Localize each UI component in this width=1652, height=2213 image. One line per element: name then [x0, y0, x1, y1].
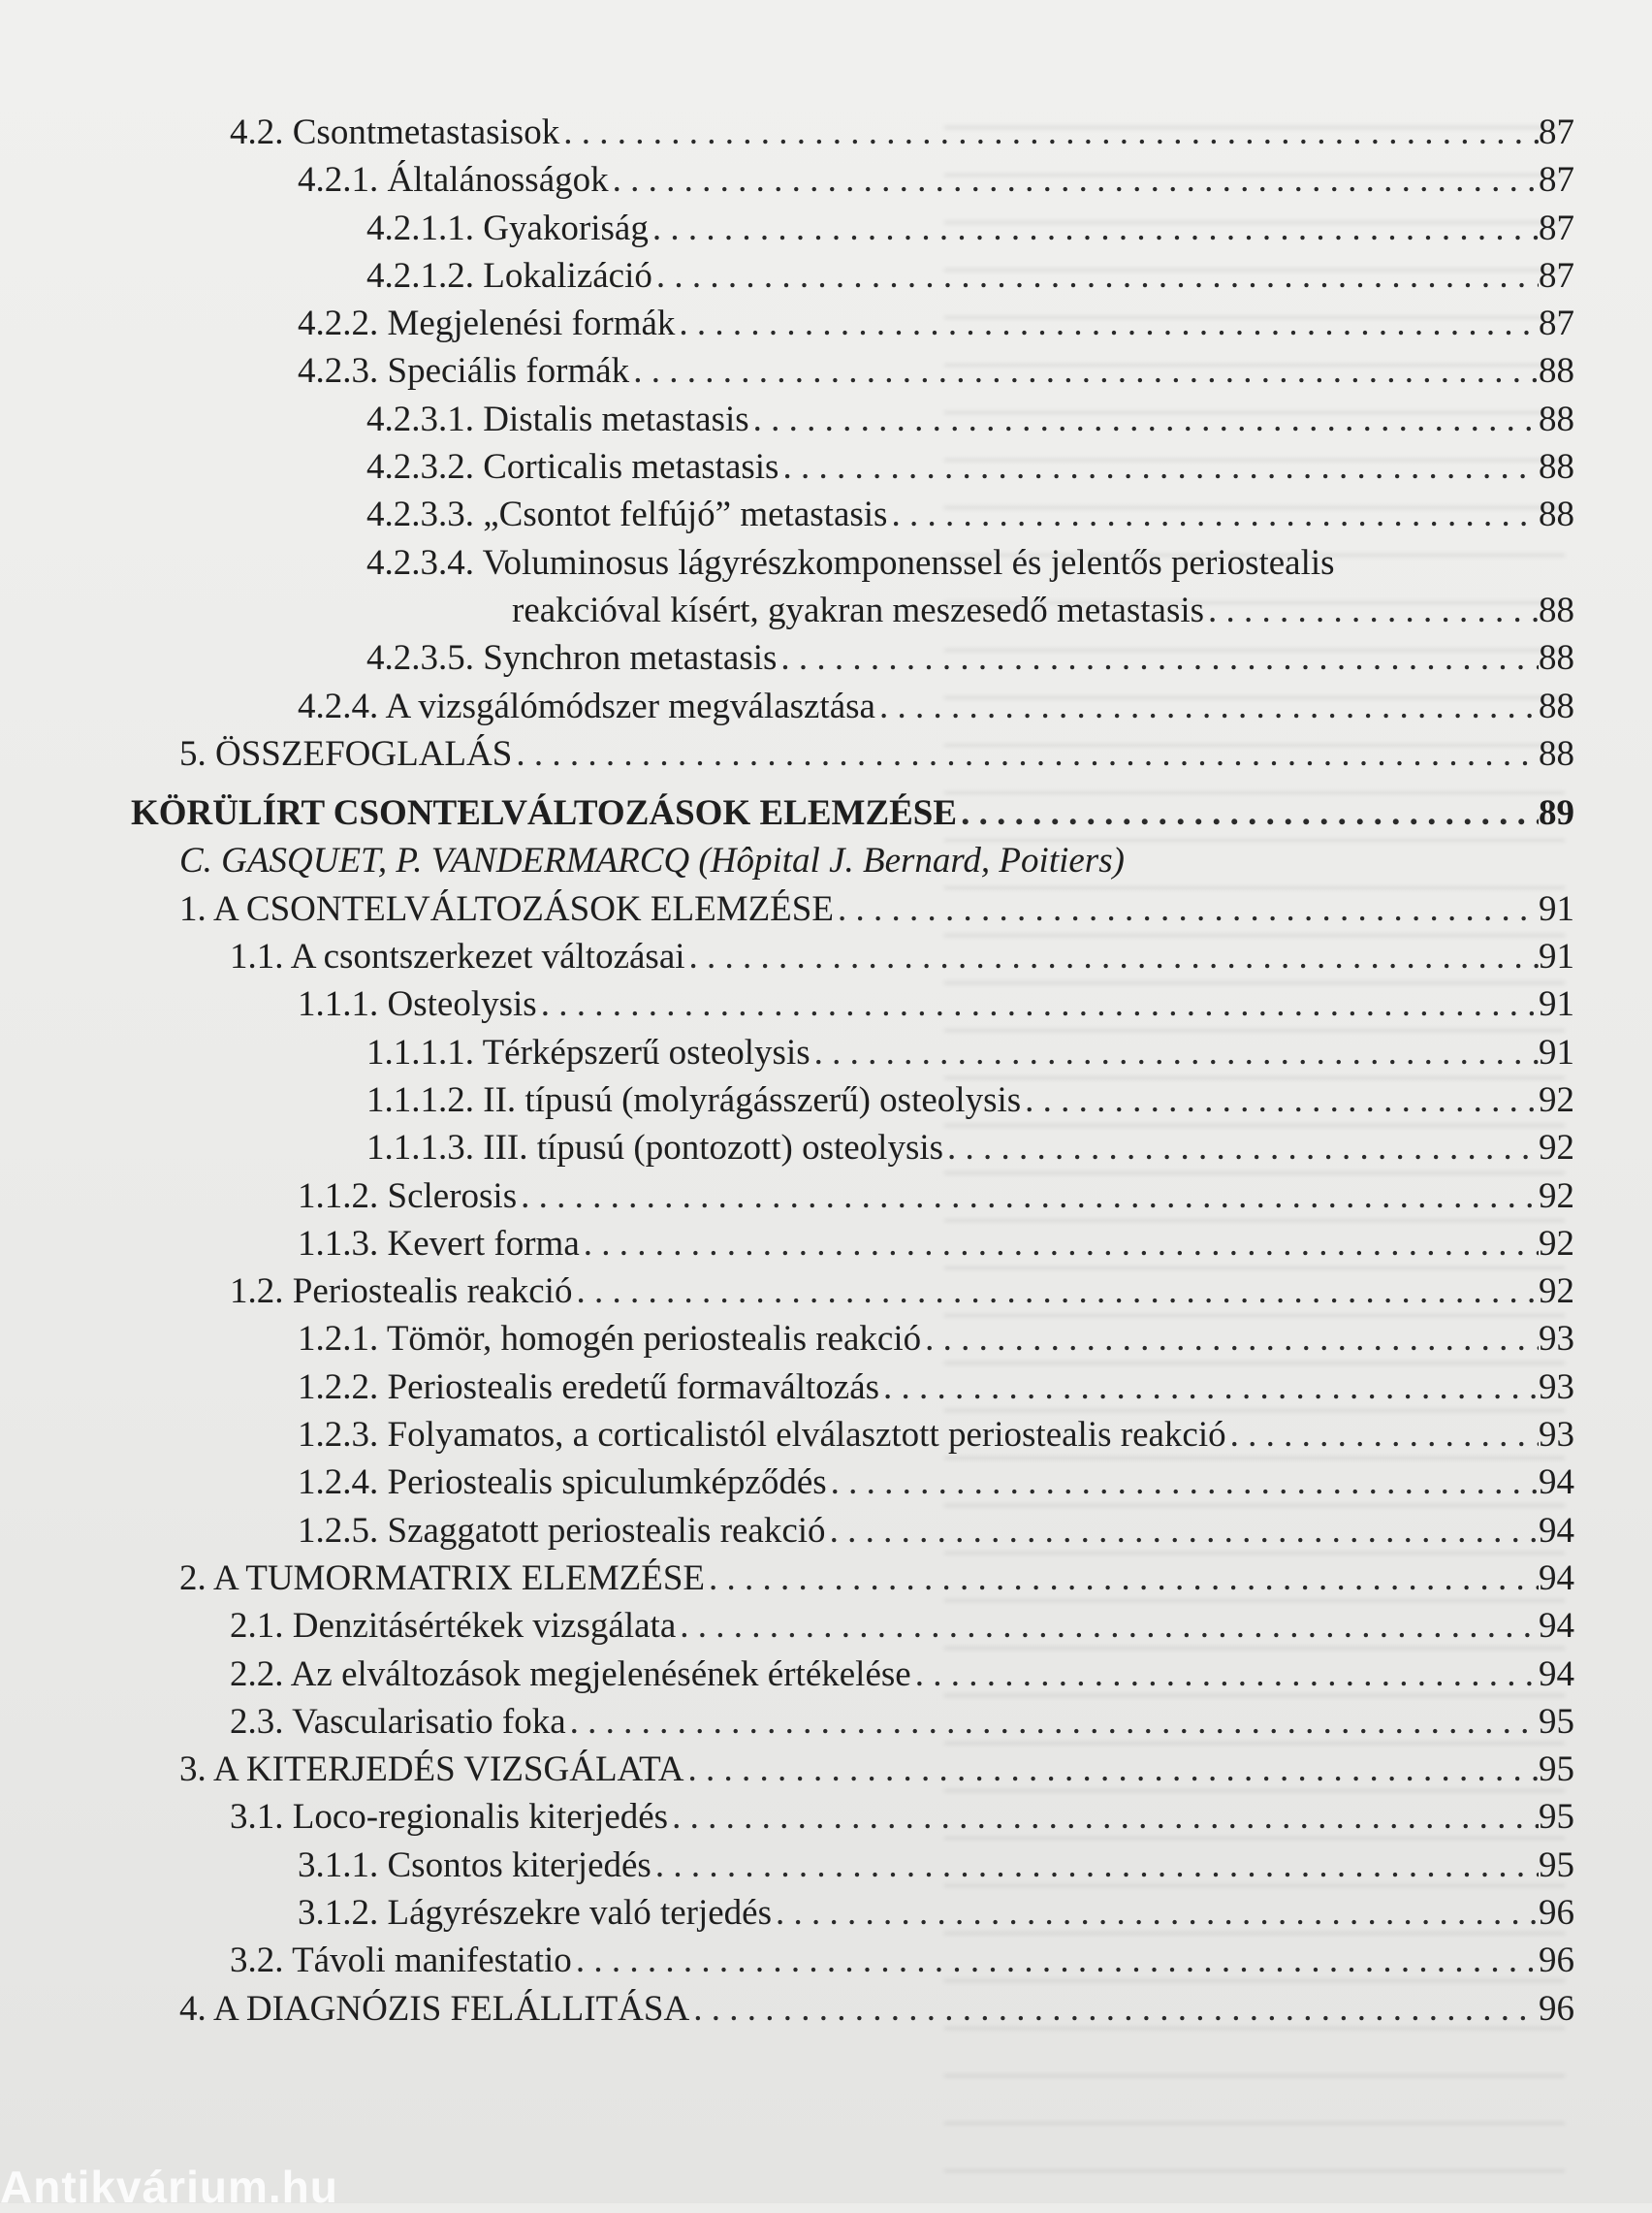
toc-entry — [0, 1076, 1652, 1124]
toc-entry — [0, 347, 1652, 395]
dot-leader — [572, 1267, 1539, 1315]
chapter-page-number: 89 — [1539, 793, 1574, 834]
toc-entry — [0, 1459, 1652, 1506]
dot-leader — [517, 1172, 1539, 1220]
toc-entry — [0, 1602, 1652, 1650]
toc-entry-title: 1.2.5. Szaggatott periostealis reakció — [298, 1510, 826, 1551]
toc-entry — [0, 1937, 1652, 1984]
toc-entry-page: 91 — [1539, 1032, 1574, 1073]
toc-entry-page: 88 — [1539, 686, 1574, 726]
dot-leader — [778, 443, 1539, 491]
dot-leader — [652, 252, 1539, 300]
toc-entry-page: 88 — [1539, 590, 1574, 630]
dot-leader — [537, 980, 1539, 1028]
toc-entry-title: 2.1. Denzitásértékek vizsgálata — [230, 1606, 677, 1647]
dot-leader — [705, 1555, 1539, 1602]
toc-entry-page: 93 — [1539, 1366, 1574, 1407]
dot-leader — [512, 730, 1539, 778]
toc-entry-page: 92 — [1539, 1223, 1574, 1264]
toc-entry-page: 91 — [1539, 984, 1574, 1025]
toc-entry-page: 91 — [1539, 937, 1574, 978]
dot-leader — [580, 1220, 1539, 1267]
dot-leader — [684, 1746, 1539, 1793]
toc-entry — [0, 252, 1652, 300]
table-of-contents — [0, 109, 1652, 2033]
toc-entry-title: 3.1. Loco-regionalis kiterjedés — [230, 1797, 669, 1838]
dot-leader — [921, 1315, 1539, 1363]
toc-entry — [0, 1985, 1652, 2033]
toc-entry-title: 4.2.1. Általánosságok — [298, 160, 609, 201]
dot-leader — [668, 1793, 1539, 1841]
dot-leader — [879, 1363, 1539, 1411]
toc-entry — [0, 1842, 1652, 1889]
toc-entry-page: 94 — [1539, 1510, 1574, 1551]
dot-leader — [676, 1602, 1539, 1650]
chapter-authors-row — [0, 837, 1652, 884]
chapter-heading-row — [0, 789, 1652, 837]
toc-entry-page: 94 — [1539, 1462, 1574, 1503]
toc-entry-title: 3. A KITERJEDÉS VIZSGÁLATA — [179, 1749, 684, 1790]
toc-entry-page: 88 — [1539, 638, 1574, 679]
toc-entry-title: 1.1.1.3. III. típusú (pontozott) osteolysis — [366, 1128, 944, 1169]
toc-entry — [0, 980, 1652, 1028]
toc-entry-title: 4.2. Csontmetastasisok — [230, 112, 560, 152]
toc-entry-title: 4.2.3.3. „Csontot felfújó” metastasis — [366, 495, 888, 535]
toc-entry — [0, 1029, 1652, 1076]
toc-entry — [0, 1746, 1652, 1793]
toc-entry-page: 93 — [1539, 1319, 1574, 1360]
toc-entry-page: 95 — [1539, 1844, 1574, 1885]
dot-leader — [629, 347, 1539, 395]
toc-section-part1 — [0, 109, 1652, 778]
toc-entry-title: 1.2.4. Periostealis spiculumképződés — [298, 1462, 827, 1503]
dot-leader — [649, 205, 1539, 252]
toc-entry-page: 92 — [1539, 1128, 1574, 1169]
dot-leader — [911, 1651, 1539, 1698]
dot-leader — [689, 1985, 1539, 2033]
toc-entry-page: 87 — [1539, 160, 1574, 201]
toc-entry — [0, 634, 1652, 682]
toc-entry-page: 96 — [1539, 1940, 1574, 1981]
toc-entry — [0, 491, 1652, 538]
toc-entry — [0, 443, 1652, 491]
dot-leader — [826, 1507, 1539, 1555]
toc-entry-title: 3.1.1. Csontos kiterjedés — [298, 1844, 651, 1885]
watermark: Antikvárium.hu — [0, 2162, 338, 2212]
dot-leader — [651, 1842, 1539, 1889]
dot-leader — [875, 683, 1539, 730]
toc-entry — [0, 730, 1652, 778]
dot-leader — [1021, 1076, 1539, 1124]
toc-entry-page: 92 — [1539, 1175, 1574, 1216]
dot-leader — [943, 1124, 1539, 1171]
toc-entry-title: 3.2. Távoli manifestatio — [230, 1940, 572, 1981]
toc-entry-title: 2.3. Vascularisatio foka — [230, 1701, 566, 1742]
toc-entry-page: 88 — [1539, 495, 1574, 535]
toc-section-part2 — [0, 885, 1652, 2033]
toc-entry-title: 4.2.1.1. Gyakoriság — [366, 208, 649, 248]
toc-entry-page: 94 — [1539, 1653, 1574, 1694]
toc-entry-title: 4.2.3. Speciális formák — [298, 351, 630, 392]
toc-entry-title: 1.1.1.2. II. típusú (molyrágásszerű) osteolysis — [366, 1079, 1022, 1120]
dot-leader — [810, 1029, 1539, 1076]
toc-entry-page: 96 — [1539, 1988, 1574, 2029]
dot-leader — [572, 1937, 1539, 1984]
toc-entry-title: 2. A TUMORMATRIX ELEMZÉSE — [179, 1557, 706, 1598]
dot-leader — [957, 789, 1539, 837]
toc-entry — [0, 156, 1652, 204]
toc-entry-page: 88 — [1539, 733, 1574, 774]
toc-entry-page: 88 — [1539, 399, 1574, 439]
toc-entry-title: 1.2.1. Tömör, homogén periostealis reakció — [298, 1319, 922, 1360]
toc-entry-title: 1.1.1.1. Térképszerű osteolysis — [366, 1032, 810, 1073]
toc-entry — [0, 587, 1652, 634]
dot-leader — [1204, 587, 1539, 634]
toc-entry — [0, 1889, 1652, 1937]
toc-entry — [0, 683, 1652, 730]
toc-entry — [0, 539, 1652, 587]
toc-entry-title: 1.2.2. Periostealis eredetű formaváltozás — [298, 1366, 880, 1407]
dot-leader — [675, 300, 1539, 347]
toc-entry-title: 1.1. A csontszerkezet változásai — [230, 937, 685, 978]
toc-entry — [0, 1411, 1652, 1459]
toc-entry-page: 88 — [1539, 447, 1574, 488]
dot-leader — [834, 885, 1539, 933]
toc-entry-page: 94 — [1539, 1557, 1574, 1598]
toc-entry-title: 4. A DIAGNÓZIS FELÁLLITÁSA — [179, 1988, 690, 2029]
toc-entry — [0, 300, 1652, 347]
toc-entry-page: 87 — [1539, 255, 1574, 296]
toc-entry-title: 2.2. Az elváltozások megjelenésének értékelése — [230, 1653, 911, 1694]
toc-entry-page: 91 — [1539, 888, 1574, 929]
toc-entry — [0, 1315, 1652, 1363]
toc-entry — [0, 1267, 1652, 1315]
toc-entry-page: 92 — [1539, 1271, 1574, 1312]
toc-entry-title: 4.2.3.4. Voluminosus lágyrészkomponenssel és jelentős periostealis — [366, 542, 1335, 583]
dot-leader — [609, 156, 1539, 204]
toc-entry — [0, 1698, 1652, 1746]
toc-entry-title: 4.2.2. Megjelenési formák — [298, 304, 676, 344]
toc-entry-title: 1.1.3. Kevert forma — [298, 1223, 580, 1264]
toc-entry-page: 92 — [1539, 1079, 1574, 1120]
toc-entry-page: 87 — [1539, 304, 1574, 344]
toc-entry-title: 3.1.2. Lágyrészekre való terjedés — [298, 1892, 773, 1933]
dot-leader — [772, 1889, 1539, 1937]
toc-entry-page: 94 — [1539, 1606, 1574, 1647]
dot-leader — [749, 396, 1539, 443]
toc-entry — [0, 1124, 1652, 1171]
toc-entry — [0, 1507, 1652, 1555]
toc-entry-page: 95 — [1539, 1701, 1574, 1742]
dot-leader — [559, 109, 1539, 156]
toc-entry-title: 4.2.3.2. Corticalis metastasis — [366, 447, 779, 488]
toc-entry-page: 95 — [1539, 1797, 1574, 1838]
chapter-authors: C. GASQUET, P. VANDERMARCQ (Hôpital J. Bernard, Poitiers) — [179, 841, 1125, 882]
toc-entry — [0, 885, 1652, 933]
toc-entry-title: 1.2.3. Folyamatos, a corticalistól elválasztott periostealis reakció — [298, 1415, 1226, 1456]
toc-entry-title: 5. ÖSSZEFOGLALÁS — [179, 733, 513, 774]
toc-entry — [0, 205, 1652, 252]
toc-entry-title: reakcióval kísért, gyakran meszesedő metastasis — [512, 590, 1205, 630]
toc-entry — [0, 1793, 1652, 1841]
toc-entry-title: 1. A CSONTELVÁLTOZÁSOK ELEMZÉSE — [179, 888, 834, 929]
toc-entry-title: 1.1.2. Sclerosis — [298, 1175, 518, 1216]
toc-entry-title: 1.2. Periostealis reakció — [230, 1271, 573, 1312]
toc-entry — [0, 1172, 1652, 1220]
toc-entry-page: 88 — [1539, 351, 1574, 392]
toc-entry-page: 96 — [1539, 1892, 1574, 1933]
dot-leader — [887, 491, 1539, 538]
dot-leader — [827, 1459, 1539, 1506]
toc-entry — [0, 1363, 1652, 1411]
dot-leader — [685, 933, 1539, 980]
toc-entry-page: 87 — [1539, 208, 1574, 248]
dot-leader — [566, 1698, 1539, 1746]
dot-leader — [1226, 1411, 1539, 1459]
toc-entry-page: 87 — [1539, 112, 1574, 152]
toc-entry-page: 95 — [1539, 1749, 1574, 1790]
toc-entry — [0, 1555, 1652, 1602]
chapter-title: KÖRÜLÍRT CSONTELVÁLTOZÁSOK ELEMZÉSE — [131, 793, 958, 834]
toc-entry — [0, 396, 1652, 443]
dot-leader — [777, 634, 1539, 682]
toc-entry-title: 4.2.4. A vizsgálómódszer megválasztása — [298, 686, 875, 726]
toc-entry-title: 4.2.1.2. Lokalizáció — [366, 255, 652, 296]
toc-entry-title: 4.2.3.1. Distalis metastasis — [366, 399, 749, 439]
toc-entry — [0, 1220, 1652, 1267]
toc-entry-title: 4.2.3.5. Synchron metastasis — [366, 638, 778, 679]
toc-entry — [0, 109, 1652, 156]
toc-entry — [0, 933, 1652, 980]
toc-entry — [0, 1651, 1652, 1698]
toc-entry-page: 93 — [1539, 1415, 1574, 1456]
toc-entry-title: 1.1.1. Osteolysis — [298, 984, 537, 1025]
